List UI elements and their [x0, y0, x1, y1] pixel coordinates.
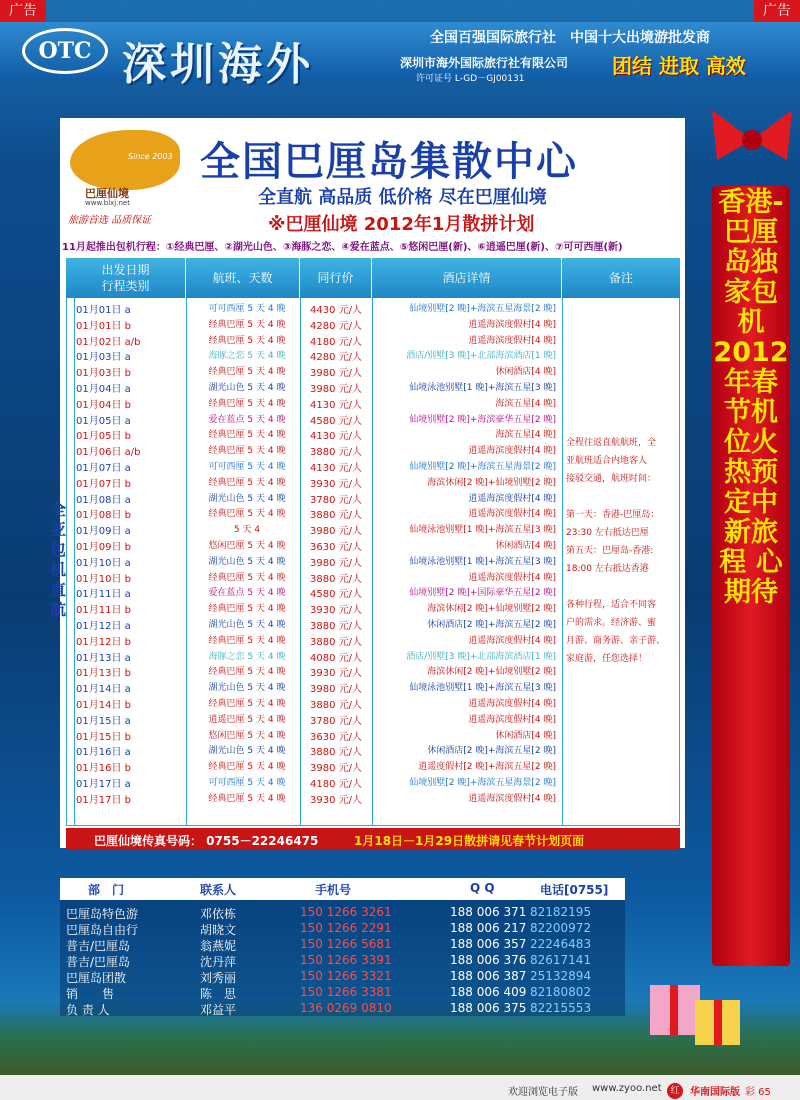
header-slogan: 全国百强国际旅行社 中国十大出境游批发商 — [430, 30, 710, 46]
contact-cell: 188 006 409 — [450, 985, 527, 999]
table-row — [66, 363, 680, 379]
contact-cell: 翁燕妮 — [200, 939, 237, 953]
contact-cell: 销 售 — [66, 987, 115, 1001]
contact-row — [60, 969, 625, 985]
table-row — [66, 711, 680, 727]
contact-cell: 邓益平 — [200, 1003, 237, 1017]
contact-cell: 普吉/巴厘岛 — [66, 939, 131, 953]
row-hotel: 休闲酒店[4 晚] — [495, 540, 556, 551]
row-hotel: 休闲酒店[2 晚]+海滨五星[2 晚] — [427, 619, 556, 630]
row-hotel: 逍遥海滨度假村[4 晚] — [468, 446, 556, 457]
contact-row — [60, 1001, 625, 1017]
row-hotel: 逍遥海滨度假村[4 晚] — [468, 714, 556, 725]
contact-cell: 82215553 — [530, 1001, 592, 1015]
row-route: 经典巴厘 5 天 4 晚 — [208, 446, 286, 457]
row-date: 01月08日 a — [76, 494, 131, 506]
row-price: 3630 元/人 — [310, 731, 362, 743]
logo-since: Since 2003 — [128, 152, 173, 161]
row-route: 湖光山色 5 天 4 晚 — [208, 746, 286, 757]
row-hotel: 仙境泳池别墅[1 晚]+海滨五星[3 晚] — [409, 525, 556, 536]
row-route: 海豚之恋 5 天 4 晚 — [208, 351, 286, 362]
row-hotel: 逍遥海滨度假村[4 晚] — [468, 319, 556, 330]
row-price: 3930 元/人 — [310, 605, 362, 617]
row-date: 01月11日 b — [76, 605, 131, 617]
table-row — [66, 347, 680, 363]
contact-cell: 188 006 376 — [450, 953, 527, 967]
row-route: 湖光山色 5 天 4 晚 — [208, 493, 286, 504]
contact-cell: 82180802 — [530, 985, 592, 999]
row-price: 3980 元/人 — [310, 557, 362, 569]
row-route: 湖光山色 5 天 4 晚 — [208, 683, 286, 694]
row-price: 3880 元/人 — [310, 636, 362, 648]
row-route: 海豚之恋 5 天 4 晚 — [208, 651, 286, 662]
row-route: 爱在蓝点 5 天 4 晚 — [208, 414, 286, 425]
row-date: 01月14日 b — [76, 699, 131, 711]
row-price: 3880 元/人 — [310, 747, 362, 759]
row-hotel: 仙境别墅[2 晚]+海滨五星海景[2 晚] — [409, 461, 556, 472]
row-price: 3880 元/人 — [310, 699, 362, 711]
ad-tag-right: 广告 — [754, 0, 800, 22]
table-row — [66, 695, 680, 711]
contact-header-dept: 部 门 — [88, 883, 125, 897]
row-price: 4080 元/人 — [310, 652, 362, 664]
row-hotel: 逍遥海滨度假村[4 晚] — [468, 793, 556, 804]
contact-cell: 巴厘岛团散 — [66, 971, 127, 985]
row-hotel: 仙境别墅[2 晚]+海滨豪华五星[2 晚] — [409, 414, 556, 425]
table-row — [66, 774, 680, 790]
fax-number: 巴厘仙境传真号码： 0755－22246475 — [94, 834, 319, 848]
row-hotel: 逍遥海滨度假村[4 晚] — [468, 509, 556, 520]
contact-cell: 82200972 — [530, 921, 592, 935]
row-price: 3880 元/人 — [310, 573, 362, 585]
row-hotel: 仙境泳池别墅[1 晚]+海滨五星[3 晚] — [409, 556, 556, 567]
row-hotel: 逍遥海滨度假村[4 晚] — [468, 698, 556, 709]
contact-cell: 188 006 357 — [450, 937, 527, 951]
row-hotel: 逍遥海滨度假村[4 晚] — [468, 635, 556, 646]
header-hotel: 酒店详情 — [372, 258, 562, 298]
row-price: 4580 元/人 — [310, 589, 362, 601]
contact-row — [60, 937, 625, 953]
row-hotel: 酒店/别墅[3 晚]+北部海滨酒店[1 晚] — [406, 351, 556, 362]
row-route: 逍遥巴厘 5 天 4 晚 — [208, 714, 286, 725]
table-row — [66, 790, 680, 806]
contact-cell: 136 0269 0810 — [300, 1001, 392, 1015]
contact-cell: 刘秀丽 — [200, 971, 237, 985]
row-hotel: 海滨休闲[2 晚]+仙境别墅[2 晚] — [427, 667, 556, 678]
row-hotel: 逍遥海滨度假村[4 晚] — [468, 572, 556, 583]
row-route: 经典巴厘 5 天 4 晚 — [208, 762, 286, 773]
brand-name: 深圳海外 — [122, 39, 314, 90]
row-hotel: 仙境别墅[2 晚]+海滨五星海景[2 晚] — [409, 777, 556, 788]
contact-cell: 陈 思 — [200, 987, 237, 1001]
row-route: 经典巴厘 5 天 4 晚 — [208, 509, 286, 520]
contact-cell: 150 1266 3261 — [300, 905, 392, 919]
note-line: 全程往返直航航班，全 — [566, 438, 657, 448]
row-date: 01月05日 b — [76, 431, 131, 443]
row-hotel: 仙境泳池别墅[1 晚]+海滨五星[3 晚] — [409, 382, 556, 393]
contact-cell: 沈丹萍 — [200, 955, 237, 969]
row-route: 爱在蓝点 5 天 4 晚 — [208, 588, 286, 599]
row-route: 可可西厘 5 天 4 晚 — [208, 777, 286, 788]
contact-header-person: 联系人 — [200, 883, 237, 897]
header-route: 航班、天数 — [186, 258, 300, 298]
contact-cell: 胡晓文 — [200, 923, 237, 937]
contact-cell: 150 1266 3321 — [300, 969, 392, 983]
logo-slogan: 旅游首选 品质保证 — [68, 215, 152, 226]
contact-cell: 邓依栋 — [200, 907, 237, 921]
note-line: 亚航班适合内地客人 — [566, 456, 648, 466]
row-price: 3880 元/人 — [310, 510, 362, 522]
row-price: 3880 元/人 — [310, 447, 362, 459]
contact-cell: 150 1266 3391 — [300, 953, 392, 967]
row-price: 4580 元/人 — [310, 415, 362, 427]
row-date: 01月16日 b — [76, 763, 131, 775]
row-hotel: 海滨休闲[2 晚]+仙境别墅[2 晚] — [427, 477, 556, 488]
row-route: 湖光山色 5 天 4 晚 — [208, 556, 286, 567]
table-header — [66, 258, 680, 298]
row-date: 01月13日 b — [76, 668, 131, 680]
row-hotel: 逍遥海滨度假村[4 晚] — [468, 335, 556, 346]
header-price: 同行价 — [300, 258, 372, 298]
row-date: 01月01日 b — [76, 320, 131, 332]
contact-row — [60, 921, 625, 937]
contact-cell: 188 006 387 — [450, 969, 527, 983]
contact-cell: 188 006 375 — [450, 1001, 527, 1015]
table-row — [66, 411, 680, 427]
row-hotel: 海滨五星[4 晚] — [495, 398, 556, 409]
page-title: 全国巴厘岛集散中心 — [200, 139, 578, 185]
footer-text: 欢迎浏览电子版 — [508, 1087, 578, 1098]
vertical-banner-text: 香港-巴厘岛独家包机 2012年春节机位火热预定中 新旅程 心期待 — [713, 187, 789, 608]
row-price: 3980 元/人 — [310, 763, 362, 775]
note-line: 接驳交通，航班时间： — [566, 474, 657, 484]
row-date: 01月03日 a — [76, 352, 131, 364]
gift-boxes-icon — [640, 945, 750, 1055]
row-price: 3780 元/人 — [310, 494, 362, 506]
row-route: 经典巴厘 5 天 4 晚 — [208, 335, 286, 346]
row-date: 01月02日 a/b — [76, 336, 141, 348]
row-date: 01月05日 a — [76, 415, 131, 427]
row-price: 3930 元/人 — [310, 668, 362, 680]
row-route: 经典巴厘 5 天 4 晚 — [208, 477, 286, 488]
row-route: 5 天 4 — [233, 525, 261, 536]
row-price: 4280 元/人 — [310, 352, 362, 364]
row-price: 3880 元/人 — [310, 620, 362, 632]
contact-cell: 82182195 — [530, 905, 592, 919]
row-price: 4430 元/人 — [310, 305, 362, 316]
ribbon-bow-icon — [702, 90, 800, 190]
row-date: 01月17日 a — [76, 778, 131, 790]
contact-cell: 负 责 人 — [66, 1003, 110, 1017]
row-route: 经典巴厘 5 天 4 晚 — [208, 367, 286, 378]
license-number: 许可证号 L-GD－GJ00131 — [416, 74, 525, 84]
charter-promo: 11月起推出包机行程：①经典巴厘、②湖光山色、③海豚之恋、④爱在蓝点、⑤悠闲巴厘(新)、⑥逍遥巴厘(新)、⑦可可西厘(新) — [62, 242, 623, 253]
table-row — [66, 316, 680, 332]
table-row — [66, 379, 680, 395]
row-route: 湖光山色 5 天 4 晚 — [208, 619, 286, 630]
row-price: 3980 元/人 — [310, 368, 362, 380]
row-route: 经典巴厘 5 天 4 晚 — [208, 319, 286, 330]
row-date: 01月09日 a — [76, 526, 131, 538]
note-line: 月游、商务游、亲子游、 — [566, 636, 666, 646]
contact-header-phone: 电话[0755] — [540, 883, 609, 897]
row-price: 3980 元/人 — [310, 684, 362, 696]
row-date: 01月16日 a — [76, 747, 131, 759]
row-price: 3630 元/人 — [310, 541, 362, 553]
row-price: 4130 元/人 — [310, 399, 362, 411]
row-route: 经典巴厘 5 天 4 晚 — [208, 604, 286, 615]
note-line: 第五天：巴厘岛-香港: — [566, 546, 654, 556]
row-route: 经典巴厘 5 天 4 晚 — [208, 572, 286, 583]
row-date: 01月06日 a/b — [76, 447, 141, 459]
table-row — [66, 395, 680, 411]
row-date: 01月12日 a — [76, 620, 131, 632]
footer-badge: 红 — [667, 1083, 683, 1099]
note-line: 各种行程，适合不同客 — [566, 600, 657, 610]
row-hotel: 休闲酒店[4 晚] — [495, 730, 556, 741]
contact-row — [60, 985, 625, 1001]
row-date: 01月13日 a — [76, 652, 131, 664]
row-hotel: 仙境别墅[2 晚]+国际豪华五星[2 晚] — [409, 588, 556, 599]
otc-logo: OTC — [22, 28, 108, 74]
contact-cell: 150 1266 3381 — [300, 985, 392, 999]
row-route: 经典巴厘 5 天 4 晚 — [208, 398, 286, 409]
row-price: 3980 元/人 — [310, 526, 362, 538]
plan-title: ※巴厘仙境 2012年1月散拼计划 — [268, 214, 535, 235]
contact-cell: 巴厘岛自由行 — [66, 923, 139, 937]
row-price: 4280 元/人 — [310, 320, 362, 332]
table-row — [66, 300, 680, 316]
row-price: 4180 元/人 — [310, 778, 362, 790]
row-date: 01月07日 b — [76, 478, 131, 490]
header-motto: 团结 进取 高效 — [612, 54, 746, 78]
header-note: 备注 — [608, 271, 633, 285]
row-price: 3780 元/人 — [310, 715, 362, 727]
row-price: 4180 元/人 — [310, 336, 362, 348]
contact-cell: 188 006 217 — [450, 921, 527, 935]
contact-row — [60, 953, 625, 969]
table-row — [66, 758, 680, 774]
row-route: 经典巴厘 5 天 4 晚 — [208, 430, 286, 441]
row-hotel: 海滨五星[4 晚] — [495, 430, 556, 441]
contact-rows — [60, 905, 625, 1017]
row-hotel: 逍遥海滨度假村[4 晚] — [468, 493, 556, 504]
row-hotel: 休闲酒店[4 晚] — [495, 367, 556, 378]
contact-cell: 22246483 — [530, 937, 592, 951]
row-price: 4130 元/人 — [310, 431, 362, 443]
footer-edition: 华南国际版 — [690, 1087, 740, 1098]
row-hotel: 海滨休闲[2 晚]+仙境别墅[2 晚] — [427, 604, 556, 615]
note-line: 户的需求。经济游、蜜 — [566, 618, 657, 628]
row-price: 4130 元/人 — [310, 462, 362, 474]
contact-header-mobile: 手机号 — [315, 883, 352, 897]
row-price: 3980 元/人 — [310, 383, 362, 395]
note-line: 23:30 左右抵达巴厘 — [566, 528, 649, 538]
fax-band — [66, 828, 680, 850]
row-date: 01月14日 a — [76, 684, 131, 696]
row-route: 可可西厘 5 天 4 晚 — [208, 304, 286, 314]
row-hotel: 酒店/别墅[3 晚]+北部海滨酒店[1 晚] — [406, 651, 556, 662]
row-date: 01月11日 a — [76, 589, 131, 601]
row-date: 01月04日 b — [76, 399, 131, 411]
row-route: 经典巴厘 5 天 4 晚 — [208, 635, 286, 646]
row-route: 经典巴厘 5 天 4 晚 — [208, 793, 286, 804]
row-date: 01月04日 a — [76, 383, 131, 395]
row-route: 湖光山色 5 天 4 晚 — [208, 382, 286, 393]
contact-cell: 150 1266 2291 — [300, 921, 392, 935]
row-route: 悠闲巴厘 5 天 4 晚 — [208, 540, 286, 551]
row-route: 悠闲巴厘 5 天 4 晚 — [208, 730, 286, 741]
contact-cell: 150 1266 5681 — [300, 937, 392, 951]
contact-header — [60, 878, 625, 900]
table-row — [66, 679, 680, 695]
row-hotel: 仙境别墅[2 晚]+海滨五星海景[2 晚] — [409, 304, 556, 314]
contact-cell: 巴厘岛特色游 — [66, 907, 139, 921]
page-number: 彩 65 — [745, 1087, 771, 1098]
contact-cell: 188 006 371 — [450, 905, 527, 919]
contact-header-qq: Q Q — [470, 881, 495, 895]
table-row — [66, 332, 680, 348]
row-date: 01月10日 a — [76, 557, 131, 569]
row-hotel: 休闲酒店[2 晚]+海滨五星[2 晚] — [427, 746, 556, 757]
footer-url[interactable]: www.zyoo.net — [592, 1083, 662, 1094]
note-line: 18:00 左右抵达香港 — [566, 564, 649, 574]
row-route: 可可西厘 5 天 4 晚 — [208, 461, 286, 472]
row-date: 01月12日 b — [76, 636, 131, 648]
note-line: 家庭游，任您选择！ — [566, 654, 648, 664]
row-date: 01月10日 b — [76, 573, 131, 585]
row-route: 经典巴厘 5 天 4 晚 — [208, 698, 286, 709]
row-hotel: 逍遥度假村[2 晚]+海滨五星[2 晚] — [418, 762, 556, 773]
category-label: 全亚包机直航 — [49, 500, 66, 619]
row-date: 01月01日 a — [76, 305, 131, 316]
logo-url: www.blxj.net — [85, 199, 130, 207]
spring-festival-note: 1月18日－1月29日散拼请见春节计划页面 — [354, 834, 585, 848]
row-date: 01月08日 b — [76, 510, 131, 522]
contact-row — [60, 905, 625, 921]
row-date: 01月03日 b — [76, 368, 131, 380]
table-row — [66, 742, 680, 758]
row-price: 3930 元/人 — [310, 794, 362, 806]
header-date: 出发日期 行程类别 — [66, 258, 186, 298]
contact-cell: 25132894 — [530, 969, 592, 983]
note-line: 第一天：香港-巴厘岛： — [566, 510, 660, 520]
logo-name: 巴厘仙境 — [85, 187, 129, 200]
row-hotel: 仙境泳池别墅[1 晚]+海滨五星[3 晚] — [409, 683, 556, 694]
table-row — [66, 727, 680, 743]
row-route: 经典巴厘 5 天 4 晚 — [208, 667, 286, 678]
contact-cell: 82617141 — [530, 953, 592, 967]
company-name: 深圳市海外国际旅行社有限公司 — [400, 56, 569, 70]
row-price: 3930 元/人 — [310, 478, 362, 490]
row-date: 01月15日 a — [76, 715, 131, 727]
row-date: 01月07日 a — [76, 462, 131, 474]
row-date: 01月15日 b — [76, 731, 131, 743]
ad-tag-left: 广告 — [0, 0, 46, 22]
row-date: 01月09日 b — [76, 541, 131, 553]
row-date: 01月17日 b — [76, 794, 131, 806]
table-row — [66, 490, 680, 506]
contact-cell: 普吉/巴厘岛 — [66, 955, 131, 969]
page-subtitle: 全直航 高品质 低价格 尽在巴厘仙境 — [258, 187, 547, 208]
